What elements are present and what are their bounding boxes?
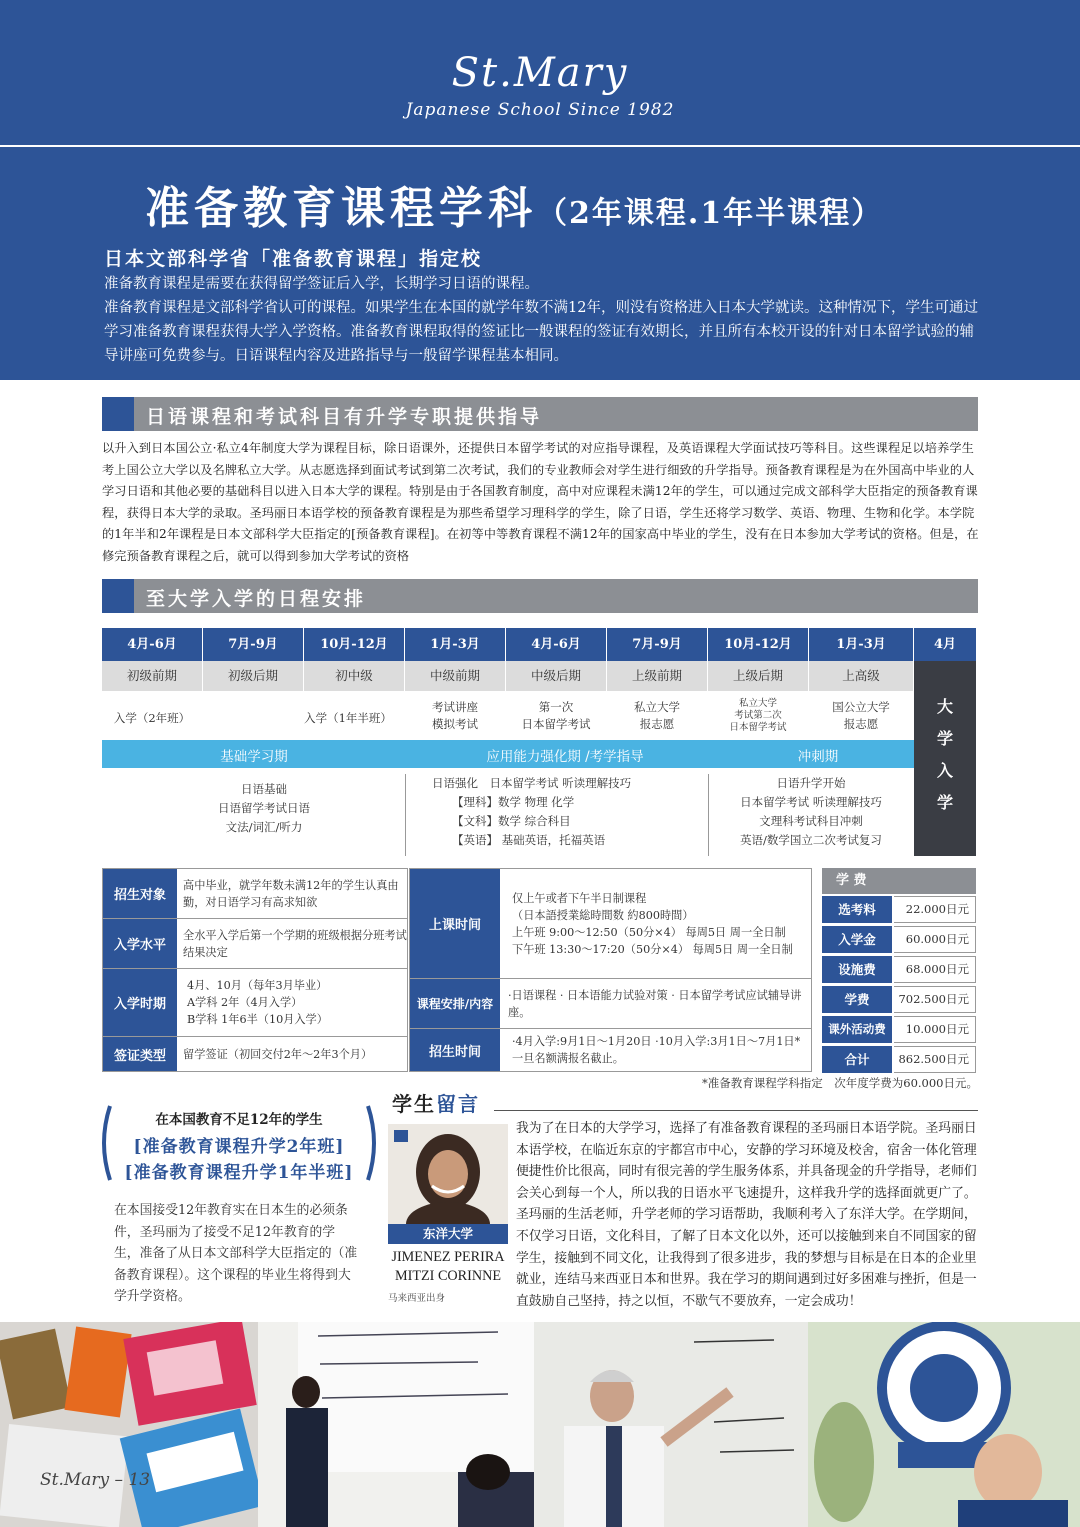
fee-row [822, 986, 976, 1013]
info-line: （日本語授業総時間数 約800時間） [512, 908, 694, 922]
info-line: B学科 1年6半（10月入学） [187, 1013, 328, 1026]
info-line: ·4月入学:9月1日〜1月20日 ·10月入学:3月1日〜7月1日* [512, 1035, 801, 1048]
event-line: 模拟考试 [432, 717, 478, 731]
fee-row [822, 896, 976, 923]
fee-key: 选考料 [822, 896, 892, 923]
content-line: 【文科】数学 综合科目 [452, 814, 571, 828]
page-title-main: 准备教育课程学科 [145, 183, 537, 234]
info-row-intake [103, 969, 407, 1037]
month-cell: 10月-12月 [304, 628, 404, 661]
university-entry-column [914, 661, 976, 856]
event-line: 日本留学考试 [729, 722, 787, 733]
fee-value: 10.000日元 [894, 1016, 976, 1043]
month-cell: 7月-9月 [203, 628, 303, 661]
info-value: 高中毕业，就学年数未满12年的学生认真由勤，对日语学习有高求知欲 [183, 878, 399, 909]
fee-key: 学费 [822, 986, 892, 1013]
event-private-apply [607, 699, 707, 733]
fee-value: 68.000日元 [894, 956, 976, 983]
event-line: 考试第二次 [734, 710, 782, 721]
classroom-photo [258, 1322, 534, 1527]
content-line: 日语留学考试日语 [218, 801, 310, 815]
event-line: 私立大学 [738, 698, 777, 709]
intro-paragraph: 准备教育课程是需要在获得留学签证后入学，长期学习日语的课程。 [104, 276, 539, 292]
event-entry-15yr: 入学（1年半班） [304, 711, 392, 725]
page-number: St.Mary – 13 [40, 1470, 151, 1490]
fee-value: 22.000日元 [894, 896, 976, 923]
month-cell: 4月-6月 [506, 628, 606, 661]
phase-label: 冲刺期 [797, 749, 839, 765]
callout-line2: [准备教育课程升学2年班] [133, 1137, 345, 1157]
callout-line3: [准备教育课程升学1年半班] [124, 1163, 354, 1183]
event-line: 报志愿 [843, 717, 879, 731]
section-heading-text: 至大学入学的日程安排 [146, 588, 367, 610]
info-value: 留学签证（初回交付2年〜2年3个月） [183, 1047, 373, 1061]
content-line: 日语基础 [241, 782, 287, 796]
page-title [145, 172, 883, 236]
section-body-guidance: 以升入到日本国公立·私立4年制度大学为课程目标，除日语课外，还提供日本留学考试的对应指导课程，及英语课程大学面试技巧等科目。这些课程足以培养学生考上国公立大学以及名牌私立大学。从志愿选择到面试考试到第二次考试，我们的专业教师会对学生进行细致的升学指导。预备教育课程是为在外国高中毕业的人学习日语和其他必要的基础科目以进入日本大学的课程。特别是由于各国教育制度，高中对应课程未满12年的学生，可以通过完成文部科学大臣指定的预备教育课程，获得日本大学的录取。圣玛丽日本语学校的预备教育课程是为那些希望学习理科学的学生，除了日语，学生还将学习数学、英语、物理、生物和化学。本学院的1年半和2年课程是日本文部科学大臣指定的[预备教育课程]。在初等中等教育课程不满12年的国家高中毕业的学生，没有在日本参加大学考试的资格。但是，在修完预备教育课程之后，就可以得到参加大学考试的资格 [102, 441, 979, 563]
event-public-apply [809, 699, 913, 733]
student-portrait [388, 1124, 508, 1224]
callout-line1: 在本国教育不足12年的学生 [155, 1112, 323, 1128]
page-title-sub: （2年课程.1年半课程） [537, 196, 884, 231]
intro-paragraph: 准备教育课程是文部科学省认可的课程。如果学生在本国的就学年数不满12年，则没有资格进入日本大学就读。这种情况下，学生可通过学习准备教育课程获得大学入学资格。准备教育课程取得的签证比一般课程的签证有效期长，并且所有本校开设的针对日本留学试验的辅导讲座可免费参与。日语课程内容及进路指导与一般留学课程基本相同。 [104, 300, 978, 364]
heading-marker [102, 397, 134, 431]
month-cell: 4月 [914, 628, 976, 661]
month-cell: 4月-6月 [102, 628, 202, 661]
fee-key: 设施费 [822, 956, 892, 983]
phase-content-basic [202, 780, 326, 837]
event-line: 考试讲座 [432, 700, 478, 714]
fee-table [822, 868, 976, 1072]
student-message-body: 我为了在日本的大学学习，选择了有准备教育课程的圣玛丽日本语学院。圣玛丽日本语学校，在临近东京的宇都宫市中心，安静的学习环境及校舍，宿舍一体化管理便捷性价比很高，同时有很完善的学生服务体系，并具备现金的升学指导，老师们会关心到每一个人，所以我的日语水平飞速提升，这样我升学的选择面就更广了。圣玛丽的生活老师，升学老师的学习语帮助，我顺利考入了东洋大学。在学期间，不仅学习日语，文化科目，了解了日本文化以外，还可以接触到来自不同国家的留学生，接触到不同文化，让我得到了很多进步，我的梦想与目标是在日本的企业里就业，连结马来西亚日本和世界。我在学习的期间遇到过好多困难与挫折，但是一直鼓励自己坚持，持之以恒，不歇气不要放弃，一定会成功！ [516, 1121, 977, 1309]
info-row-enrollment [410, 1029, 811, 1071]
info-row-class-time [410, 869, 811, 979]
info-table-admission [102, 868, 408, 1072]
intro-text [104, 272, 984, 368]
fee-key: 合计 [822, 1046, 892, 1073]
fee-note: *准备教育课程学科指定 次年度学费为60.000日元。 [702, 1076, 978, 1090]
event-line: 日本留学考试 [521, 717, 591, 731]
student-message-title [392, 1088, 480, 1117]
fee-value: 60.000日元 [894, 926, 976, 953]
event-line: 国公立大学 [832, 700, 890, 714]
fee-key: 课外活动费 [822, 1016, 892, 1043]
content-line: 文理科考试科目冲刺 [759, 814, 863, 828]
schedule-timeline [102, 628, 976, 856]
fee-row [822, 956, 976, 983]
header-banner [0, 0, 1080, 380]
info-row-target [103, 869, 407, 919]
school-emblem-photo [808, 1322, 1080, 1527]
student-origin: 马来西亚出身 [388, 1293, 446, 1304]
fee-value: 862.500日元 [894, 1046, 976, 1073]
section-heading-guidance [102, 397, 978, 431]
info-key: 签证类型 [103, 1037, 177, 1071]
info-line: 仅上午或者下午半日制课程 [512, 891, 647, 905]
phase-arrow-basic [102, 740, 420, 768]
month-cell: 7月-9月 [607, 628, 707, 661]
info-row-curriculum [410, 979, 811, 1029]
info-table-classes [409, 868, 812, 1072]
fee-row [822, 1016, 976, 1043]
info-key: 上课时间 [410, 869, 500, 978]
info-key: 招生时间 [410, 1029, 500, 1071]
level-cell: 中级后期 [506, 661, 606, 691]
info-key: 课程安排/内容 [410, 979, 500, 1028]
info-value [506, 1029, 810, 1071]
student-photo [388, 1124, 508, 1224]
content-line: 【英语】 基础英语，托福英语 [452, 833, 606, 847]
level-cell: 初级后期 [203, 661, 303, 691]
title-part-a: 学生 [392, 1092, 436, 1116]
info-row-visa [103, 1037, 407, 1071]
phase-content-sprint [708, 774, 914, 850]
university-entry-label [914, 691, 976, 819]
level-cell: 中级前期 [405, 661, 505, 691]
student-university: 东洋大学 [388, 1224, 508, 1244]
student-name-line2: MITZI CORINNE [395, 1268, 501, 1284]
photo-strip [0, 1322, 1080, 1527]
month-cell: 1月-3月 [809, 628, 913, 661]
level-cell: 上级前期 [607, 661, 707, 691]
phase-label: 应用能力强化期 /考学指导 [486, 749, 644, 765]
content-line: 【理科】数学 物理 化学 [452, 795, 575, 809]
info-value [181, 969, 407, 1036]
textbooks-photo [0, 1322, 258, 1527]
student-name-line1: JIMENEZ PERIRA [391, 1249, 505, 1265]
content-line: 日语强化 日本留学考试 听读理解技巧 [432, 776, 632, 790]
info-row-level [103, 919, 407, 969]
event-first-eju [506, 699, 606, 733]
level-cell: 上级后期 [708, 661, 808, 691]
info-line: 一旦名额满报名截止。 [512, 1052, 624, 1065]
info-key: 入学水平 [103, 919, 177, 968]
section-heading-text: 日语课程和考试科目有升学专职提供指导 [146, 406, 543, 428]
event-private-exam [708, 698, 808, 734]
title-underline [494, 1110, 978, 1111]
header-divider [0, 145, 1080, 147]
fee-row-total [822, 1046, 976, 1073]
info-value [506, 869, 810, 978]
column-divider [405, 774, 406, 856]
info-line: 上午班 9:00〜12:50（50分×4） 每周5日 周一全日制 [512, 925, 786, 939]
heading-marker [102, 579, 134, 613]
event-entry-2yr: 入学（2年班） [113, 711, 191, 725]
event-line: 第一次 [538, 700, 574, 714]
level-cell: 初中级 [304, 661, 404, 691]
logo-tagline: Japanese School Since 1982 [405, 100, 675, 120]
university-entry-text: 大学入学 [936, 697, 953, 812]
month-cell: 10月-12月 [708, 628, 808, 661]
event-line: 报志愿 [639, 717, 675, 731]
school-logo: St.Mary [451, 50, 629, 96]
info-line: 4月、10月（每年3月毕业） [187, 979, 328, 992]
info-key: 入学时期 [103, 969, 177, 1036]
phase-arrow-applied [405, 740, 725, 768]
designation-heading: 日本文部科学省「准备教育课程」指定校 [104, 248, 483, 270]
event-exam-lecture [405, 699, 505, 733]
content-line: 英语/数学国立二次考试复习 [740, 833, 882, 847]
phase-label: 基础学习期 [220, 749, 288, 765]
fee-title: 学 费 [822, 868, 976, 894]
title-part-b: 留言 [436, 1092, 480, 1116]
callout-box [96, 1100, 382, 1186]
phase-arrow-sprint [708, 740, 928, 768]
info-line: 下午班 13:30〜17:20（50分×4） 每周5日 周一全日制 [512, 942, 793, 956]
content-line: 日语升学开始 [776, 776, 846, 790]
info-value: ·日语课程 · 日本语能力试验对策 · 日本留学考试应试辅导讲座。 [508, 988, 802, 1019]
level-cell: 上高级 [809, 661, 913, 691]
section-heading-schedule [102, 579, 978, 613]
fee-row [822, 926, 976, 953]
callout-body: 在本国接受12年教育实在日本生的必须条件，圣玛丽为了接受不足12年教育的学生，准备了从日本文部科学大臣指定的（准备教育课程）。这个课程的毕业生将得到大学升学资格。 [114, 1203, 358, 1304]
event-line: 私立大学 [634, 700, 680, 714]
month-cell: 1月-3月 [405, 628, 505, 661]
content-line: 文法/词汇/听力 [225, 820, 303, 834]
info-line: A学科 2年（4月入学） [187, 996, 303, 1009]
phase-content-applied [432, 774, 682, 850]
teacher-photo [534, 1322, 808, 1527]
content-line: 日本留学考试 听读理解技巧 [740, 795, 882, 809]
fee-key: 入学金 [822, 926, 892, 953]
level-cell: 初级前期 [102, 661, 202, 691]
info-value: 全水平入学后第一个学期的班级根据分班考试结果决定 [183, 928, 407, 959]
info-key: 招生对象 [103, 869, 177, 918]
fee-value: 702.500日元 [894, 986, 976, 1013]
